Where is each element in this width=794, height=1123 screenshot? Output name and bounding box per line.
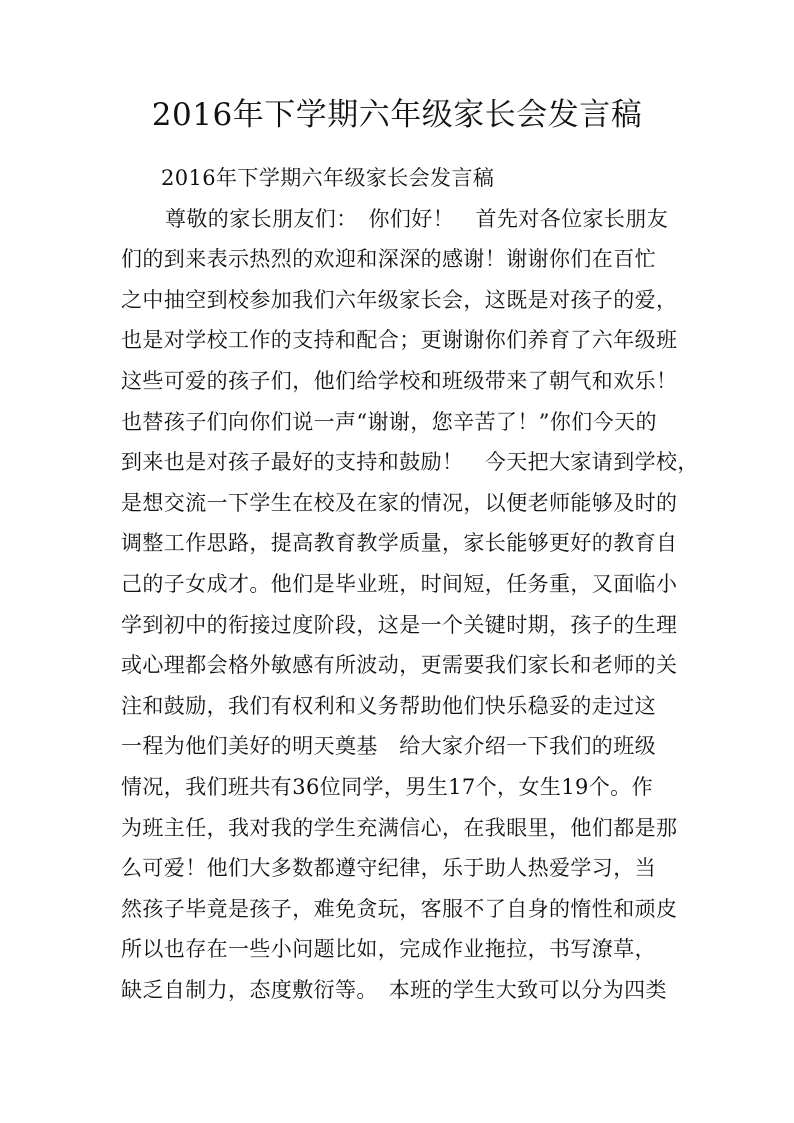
paragraph-line: 注和鼓励，我们有权利和义务帮助他们快乐稳妥的走过这 xyxy=(121,693,656,718)
paragraph-line: 所以也存在一些小问题比如，完成作业拖拉，书写潦草， xyxy=(121,937,656,962)
paragraph-line: 么可爱！他们大多数都遵守纪律，乐于助人热爱学习，当 xyxy=(121,856,656,881)
paragraph-line: 是想交流一下学生在校及在家的情况，以便老师能够及时的 xyxy=(121,490,678,515)
paragraph-line: 情况，我们班共有36位同学，男生17个，女生19个。作 xyxy=(121,774,653,799)
paragraph-line: 到来也是对孩子最好的支持和鼓励！ 今天把大家请到学校， xyxy=(121,450,699,475)
paragraph-line: 一程为他们美好的明天奠基 给大家介绍一下我们的班级 xyxy=(121,734,656,759)
paragraph-line: 这些可爱的孩子们，他们给学校和班级带来了朝气和欢乐！ xyxy=(121,368,678,393)
paragraph-line: 调整工作思路，提高教育教学质量，家长能够更好的教育自 xyxy=(121,531,678,556)
document-body xyxy=(121,158,699,1010)
paragraph-line: 尊敬的家长朋友们： 你们好！ 首先对各位家长朋友 xyxy=(165,206,669,231)
paragraph-line: 们的到来表示热烈的欢迎和深深的感谢！谢谢你们在百忙 xyxy=(121,247,656,272)
paragraph-line: 之中抽空到校参加我们六年级家长会，这既是对孩子的爱， xyxy=(121,287,678,312)
paragraph-line: 己的子女成才。他们是毕业班，时间短，任务重，又面临小 xyxy=(121,571,678,596)
paragraph-line: 然孩子毕竟是孩子，难免贪玩，客服不了自身的惰性和顽皮 xyxy=(121,896,678,921)
page-title: 2016年下学期六年级家长会发言稿 xyxy=(151,97,643,133)
paragraph-line: 缺乏自制力，态度敷衍等。 本班的学生大致可以分为四类 xyxy=(121,977,667,1002)
paragraph-line: 或心理都会格外敏感有所波动，更需要我们家长和老师的关 xyxy=(121,653,678,678)
paragraph-line: 也替孩子们向你们说一声“谢谢，您辛苦了！”你们今天的 xyxy=(121,409,657,434)
paragraph-line: 为班主任，我对我的学生充满信心，在我眼里，他们都是那 xyxy=(121,815,678,840)
paragraph-line: 也是对学校工作的支持和配合；更谢谢你们养育了六年级班 xyxy=(121,328,678,353)
paragraph-line: 学到初中的衔接过度阶段，这是一个关键时期，孩子的生理 xyxy=(121,612,678,637)
document-subtitle: 2016年下学期六年级家长会发言稿 xyxy=(161,166,495,190)
